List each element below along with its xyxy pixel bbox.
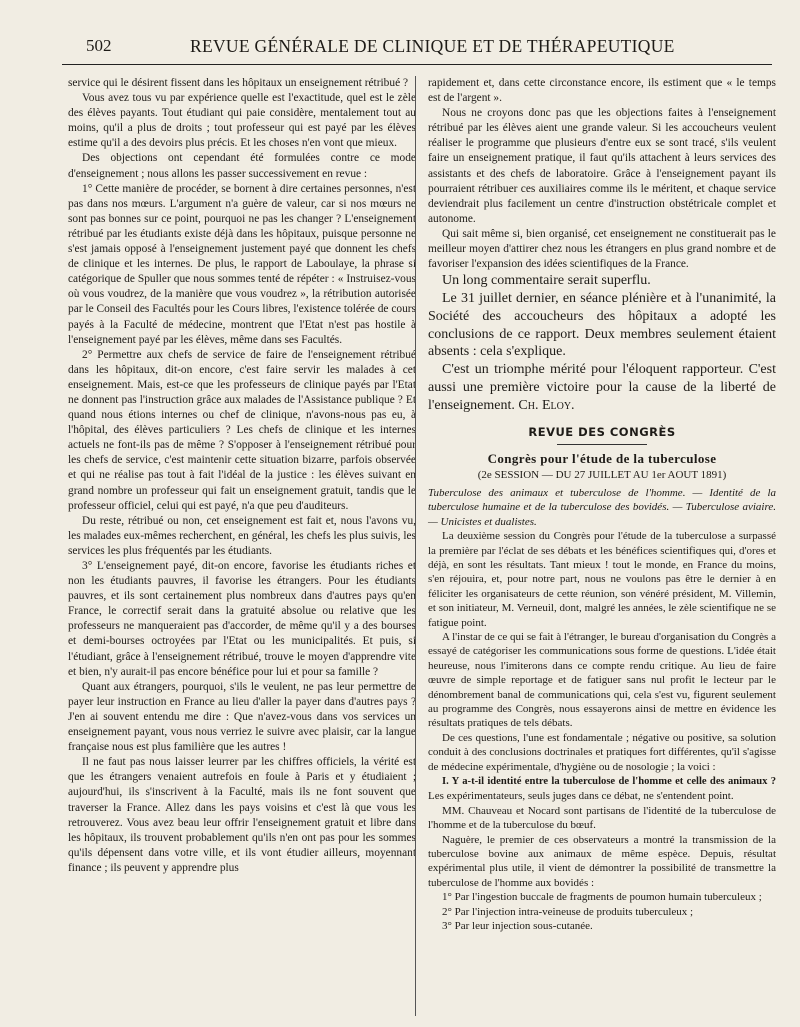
paragraph: MM. Chauveau et Nocard sont partisans de l'identité de la tuberculose de l'homme et de la tuberculose du bœuf. (428, 804, 776, 832)
paragraph: Naguère, le premier de ces observateurs a montré la transmission de la tuberculose bovine aux animaux de même espèce. Depuis, résultat expérimental plus utile, il vient de démontrer la possibilité de transmettre la tuberculose de l'homme aux bovidés : (428, 833, 776, 889)
paragraph: Des objections ont cependant été formulées contre ce mode d'enseignement ; nous allons les passer successivement en revue : (68, 152, 416, 180)
list-item: 3° Par leur injection sous-cutanée. (442, 920, 593, 933)
paragraph: La deuxième session du Congrès pour l'étude de la tuberculose a surpassé la première par l'éclat de ses débats et les bénéfices scientifiques qui, d'ores et déjà, en sont les résultats. Tant mieux ! tout le monde, en France du moins, s'en réjouira, et, pour notre part, nous ne voulons pas être le dernier à en féliciter les organisateurs de cette réunion, son vénéré président, M. Villemin, et son initiateur, M. Verneuil, dont, malgré les années, le zèle scientifique ne se fatigue point. (428, 530, 776, 629)
paragraph-large (428, 361, 776, 414)
congress-title: Congrès pour l'étude de la tuberculose (487, 450, 717, 466)
left-column (68, 76, 416, 876)
list-item: 1° Par l'ingestion buccale de fragments de poumon humain tuberculeux ; (442, 891, 762, 904)
question-heading: I. Y a-t-il identité entre la tuberculose de l'homme et celle des animaux ? (442, 776, 776, 787)
paragraph-large: Le 31 juillet dernier, en séance plénière et à l'unanimité, la Société des accoucheurs des hôpitaux a adopté les conclusions de ce rapport. Deux membres seulement étaient absents : cela s'explique. (428, 291, 776, 360)
question-paragraph (428, 774, 776, 804)
paragraph: service qui le désirent fissent dans les hôpitaux un enseignement rétribué ? (68, 77, 409, 89)
question-text: Les expérimentateurs, seuls juges dans ce débat, ne s'entendent point. (428, 790, 734, 803)
paragraph: Il ne faut pas nous laisser leurrer par les chiffres officiels, la vérité est que les étrangers venaient autrefois en foule à Paris et y étudiaient ; aujourd'hui, ils s'inscrivent à la Faculté, mais ils ne font souvent que traverser la France. Allez dans les pays voisins et c'est là que vous les retrouverez. Vous avez beau leur offrir l'enseignement gratuit et libre dans les hôpitaux, ils trouvent probablement qu'ils n'en ont pas pour les sommes qu'ils dépensent dans votre ville, et ils vont étudier ailleurs, moyennant finance ; ils peuvent y apprendre plus (68, 756, 416, 874)
paragraph: 2° Permettre aux chefs de service de faire de l'enseignement rétribué dans les hôpitaux, dit-on encore, c'est faire servir les malades à cet enseignement. Mais, est-ce que les professeurs de clinique payés par l'Etat ne donnent pas l'instruction grâce aux malades de l'Assistance publique ? Et quand nous étions internes ou chef de clinique, n'avons-nous pas eu, à l'hôpital, des élèves particuliers ? Les chefs de clinique et les internes actuels ne font-ils pas de même ? S'opposer à l'enseignement rétribué pour les chefs de service, c'est maintenir cette situation bizarre, parfois observée et qui ne réalise pas tout à fait l'idéal de la justice : les élèves suivant en grand nombre un professeur qui fait un enseignement gratuit, tandis que le professeur officiel, celui qui est payé, n'a que peu d'auditeurs. (68, 348, 416, 512)
closing-sentence: C'est un triomphe mérité pour l'éloquent rapporteur. C'est aussi une première victoire pour la cause de la liberté de l'enseignement. (428, 362, 776, 413)
subjects: Tuberculose des animaux et tuberculose de l'homme. — Identité de la tuberculose humaine et de la tuberculose des bovidés. — Tuberculose aviaire. — Unicistes et dualistes. (428, 486, 776, 528)
page-header (0, 0, 800, 62)
paragraph: 1° Cette manière de procéder, se bornent à dire certaines personnes, n'est pas dans nos mœurs. L'argument n'a guère de valeur, car si nos mœurs ne sont pas bonnes sur ce point, pourquoi ne pas les changer ? L'enseignement rétribué par les étudiants existe déjà dans les hôpitaux, puisque personne ne s'est jamais opposé à l'enseignement justement payé que donnent les chefs de clinique et les internes. De plus, le rapport de Laboulaye, la phrase si catégorique de Spuller que nous sommes tenté de répéter : « Instruisez-vous où vous voudrez, de la manière que vous voudrez », la rétribution autorisée par le Conseil des Facultés pour les Cours libres, l'existence tolérée de cours payés à la Faculté de médecine, montrent que l'Etat n'est pas hostile à l'enseignement payé par les élèves, même dans ses Facultés. (68, 182, 416, 346)
right-column (428, 76, 776, 933)
list-item: 2° Par l'injection intra-veineuse de produits tuberculeux ; (442, 905, 694, 918)
journal-title: REVUE GÉNÉRALE DE CLINIQUE ET DE THÉRAPEUTIQUE (190, 36, 675, 56)
page-number: 502 (86, 36, 112, 55)
paragraph: rapidement et, dans cette circonstance encore, ils estiment que « le temps est de l'argent ». (428, 77, 776, 105)
paragraph: Du reste, rétribué ou non, cet enseignement est fait et, nous l'avons vu, les malades eux-mêmes recherchent, en général, les chefs les plus suivis, les services les plus fréquentés par les étudiants. (68, 514, 416, 557)
signature: Ch. Eloy. (518, 397, 575, 413)
paragraph: Nous ne croyons donc pas que les objections faites à l'enseignement rétribué par les élèves aient une grande valeur. Si les accoucheurs veulent réaliser le programme que plusieurs d'entre eux se sont tracé, s'ils veulent faire un enseignement pratique, il faut qu'ils attachent à leurs services des assistants et des chefs de laboratoire. Grâce à l'enseignement payant ils pourraient rétribuer ces auxiliaires comme ils le méritent, et chaque service deviendrait plus facilement un centre d'instruction obstétricale complet et autonome. (428, 107, 776, 225)
paragraph: Quant aux étrangers, pourquoi, s'ils le veulent, ne pas leur permettre de payer leur instruction en France au lieu d'aller la payer dans d'autres pays ? J'en ai souvent entendu me dire : Que n'avez-vous dans vos services un enseignement payant, vous nous verriez le suivre avec plaisir, car la langue française nous est plus familière que les autres ! (68, 680, 416, 754)
header-rule (62, 64, 772, 65)
section-title: REVUE DES CONGRÈS (528, 424, 676, 439)
paragraph: 3° L'enseignement payé, dit-on encore, favorise les étudiants riches et non les étudiants pauvres, il favorise les étrangers. Pour les étudiants pauvres, et ils sont certainement plus nombreux dans d'autres pays qu'en France, le correctif serait dans la gratuité absolue ou relative que les professeurs ne manqueraient pas d'accorder, de même qu'il y a des bourses et demi-bourses octroyées par l'Etat ou les municipalités. Et puis, si l'étudiant, grâce à l'enseignement rétribué, trouve le moyen d'apprendre vite et bien, n'y aurait-il pas encore bénéfice pour lui et pour sa famille ? (68, 560, 416, 678)
paragraph: Vous avez tous vu par expérience quelle est l'exactitude, quel est le zèle des élèves payants. Tout étudiant qui paie considère, mentalement tout au moins, qu'il a plus de droits ; tout professeur qui est payé par les élèves estime qu'il a des devoirs plus précis. Et les choses n'en vont que mieux. (68, 92, 416, 150)
paragraph: A l'instar de ce qui se fait à l'étranger, le bureau d'organisation du Congrès a essayé de catégoriser les communications sous forme de questions. L'idée était heureuse, nous l'imiterons dans ce compte rendu critique. Au lieu de faire œuvre de simple reportage et de fatiguer sans nul profit le lecteur par le dénombrement banal de communications qui, cela s'est vu, figurent seulement au programme des Congrès, nous essayerons ainsi de mettre en évidence les résultats pratiques de tels débats. (428, 630, 776, 730)
column-divider (415, 76, 416, 1016)
session-line: (2e SESSION — DU 27 JUILLET AU 1er AOUT 1891) (477, 468, 727, 481)
paragraph: De ces questions, l'une est fondamentale ; négative ou positive, sa solution conduit à des conclusions doctrinales et pratiques fort différentes, qu'il s'agisse de médecine expérimentale, d'hygiène ou de nosologie ; la voici : (428, 731, 776, 773)
paragraph-large: Un long commentaire serait superflu. (442, 273, 651, 289)
paragraph: Qui sait même si, bien organisé, cet enseignement ne constituerait pas le meilleur moyen d'attirer chez nous les étrangers en plus grand nombre et de favoriser l'expansion des idées scientifiques de la France. (428, 227, 776, 271)
section-rule (557, 444, 647, 445)
